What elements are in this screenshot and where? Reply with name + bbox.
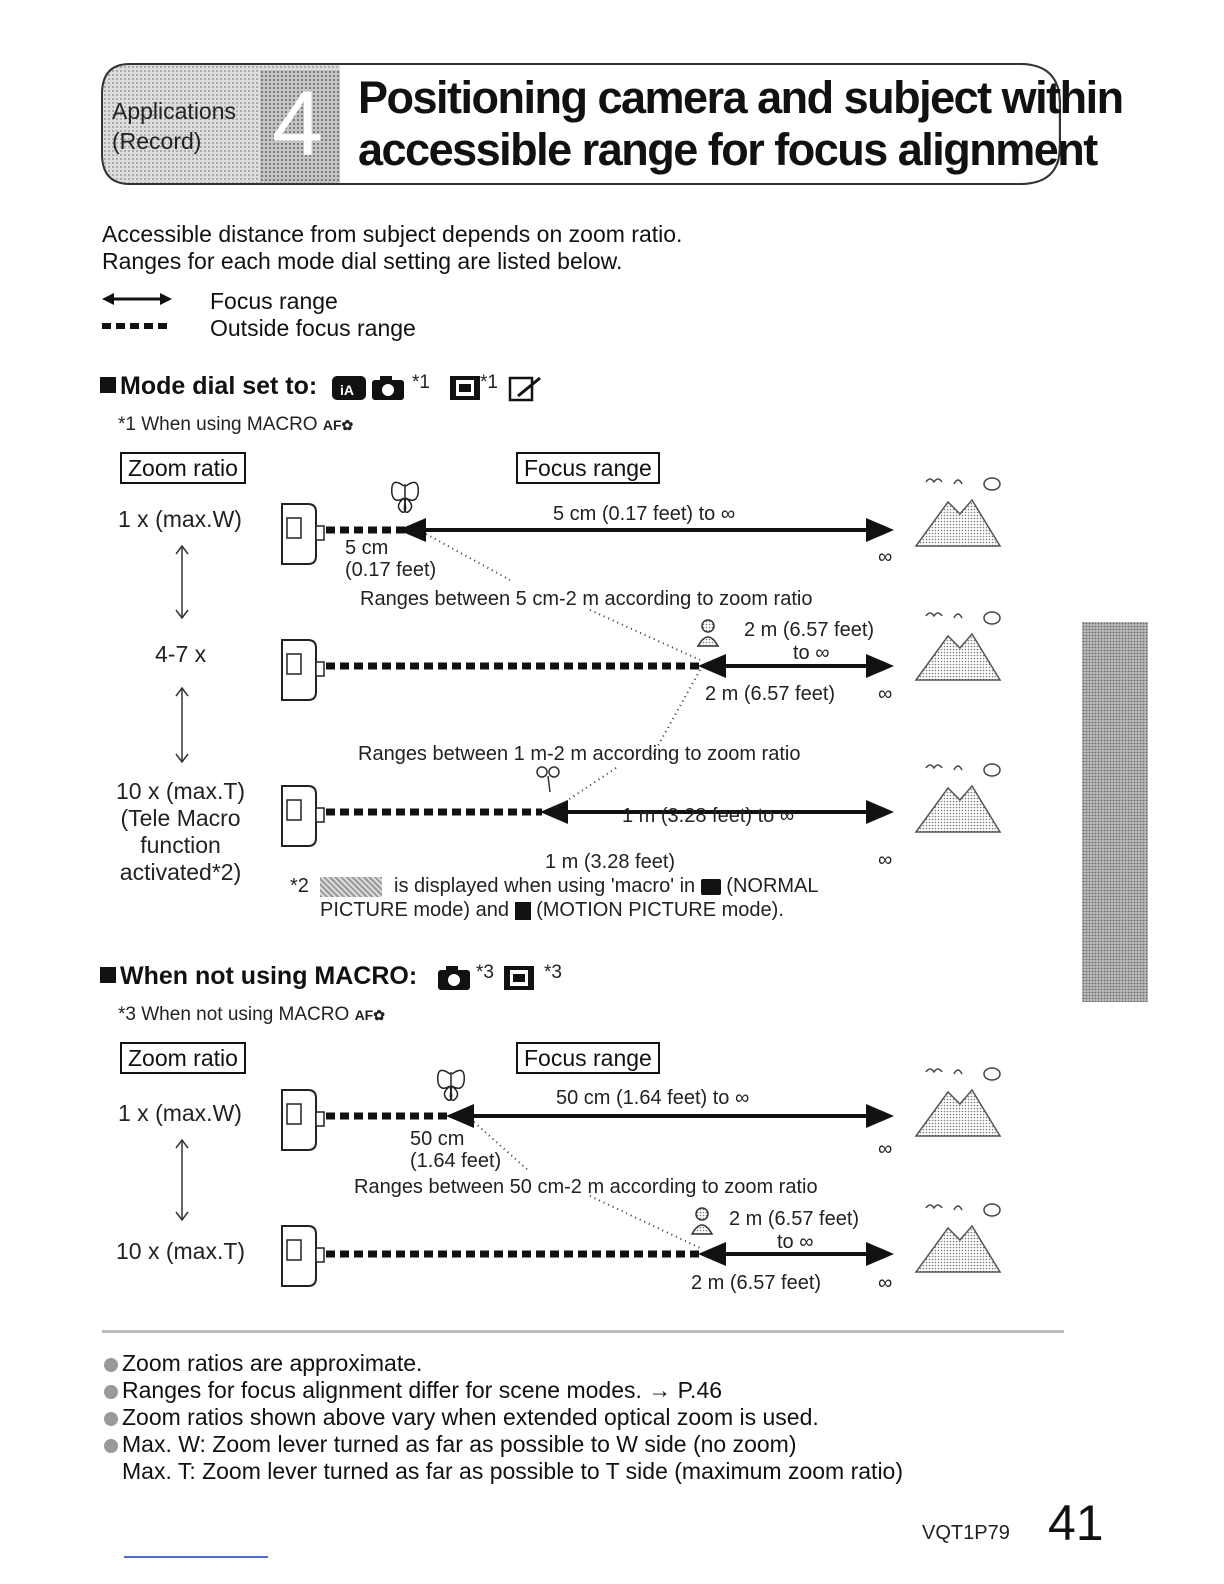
s2-row1-range: 50 cm (1.64 feet) to ∞ [556, 1087, 750, 1109]
side-tab [1082, 622, 1148, 1002]
macro-af-icon: AF✿ [354, 1007, 385, 1023]
page-number: 41 [1048, 1495, 1104, 1551]
s2-row2-range-a: 2 m (6.57 feet) [729, 1208, 860, 1230]
s1-row1-infinity: ∞ [878, 546, 893, 568]
s1-row3-zoom-d: activated*2) [119, 859, 242, 885]
s1-footnote-text-c: PICTURE mode) and [320, 899, 509, 921]
tele-macro-icon [320, 877, 382, 897]
s2-row2-range-b: to ∞ [777, 1231, 814, 1253]
bullet-dot [104, 1439, 118, 1453]
section2-note-marker: *3 [118, 1004, 136, 1025]
section-label-line1: Applications [112, 98, 237, 124]
legend-outside-range: Outside focus range [210, 315, 416, 341]
s1-between2: Ranges between 1 m-2 m according to zoom ratio [358, 743, 801, 765]
s1-row1-zoom: 1 x (max.W) [118, 506, 242, 532]
bullet-dot [104, 1358, 118, 1372]
s2-row2-infinity: ∞ [878, 1272, 893, 1294]
note-text-5: Max. T: Zoom lever turned as far as possible to T side (maximum zoom ratio) [122, 1458, 904, 1484]
note-bullet-4 [104, 1431, 797, 1458]
s1-row3-range: 1 m (3.28 feet) to ∞ [622, 805, 795, 827]
movie-icon [515, 902, 531, 920]
section2-sup2: *3 [544, 962, 562, 983]
s1-row1-near-a: 5 cm [345, 537, 389, 559]
section1-heading [100, 372, 317, 401]
bullet-dot [104, 1412, 118, 1426]
s2-row2-zoom: 10 x (max.T) [116, 1238, 246, 1264]
section1-note-text: When using MACRO [141, 414, 318, 435]
page-title [358, 72, 1123, 176]
s1-row2-infinity: ∞ [878, 683, 893, 705]
bullet-square [100, 377, 116, 393]
section1-sup2: *1 [480, 372, 498, 393]
intro-line1: Accessible distance from subject depends on zoom ratio. [102, 221, 683, 247]
note-text-4: Max. W: Zoom lever turned as far as possible to W side (no zoom) [122, 1431, 797, 1457]
s1-footnote-line2 [320, 899, 784, 922]
note-text-3: Zoom ratios shown above vary when extended optical zoom is used. [122, 1404, 819, 1430]
legend-focus-range: Focus range [210, 288, 338, 314]
mode-icons [330, 372, 550, 404]
s2-row1-near-b: (1.64 feet) [410, 1150, 502, 1172]
section1-zoom-ratio-label: Zoom ratio [120, 452, 246, 484]
section2-heading [100, 962, 417, 991]
section2-sup1: *3 [476, 962, 494, 983]
s1-row3-zoom-b: (Tele Macro [120, 805, 241, 831]
s2-row1-zoom: 1 x (max.W) [118, 1100, 242, 1126]
section2-note [118, 1004, 385, 1026]
s2-row2-near: 2 m (6.57 feet) [691, 1272, 822, 1294]
s1-row1-near-b: (0.17 feet) [345, 559, 437, 581]
s1-row2-range-b: to ∞ [793, 642, 830, 664]
s2-between: Ranges between 50 cm-2 m according to zoom ratio [354, 1176, 818, 1198]
divider [102, 1330, 1064, 1333]
section1-heading-text: Mode dial set to: [120, 372, 318, 400]
s1-row1-range: 5 cm (0.17 feet) to ∞ [553, 503, 736, 525]
s1-row3-zoom-a: 10 x (max.T) [116, 778, 246, 804]
note-bullet-1 [104, 1350, 422, 1377]
section1-note [118, 414, 353, 436]
s1-between1: Ranges between 5 cm-2 m according to zoom ratio [360, 588, 813, 610]
section2-zoom-ratio-label: Zoom ratio [120, 1042, 246, 1074]
s2-row1-infinity: ∞ [878, 1138, 893, 1160]
s1-footnote [290, 875, 819, 898]
section1-sup1: *1 [412, 372, 430, 393]
section1-focus-range-label: Focus range [516, 452, 660, 484]
s1-row3-zoom [116, 778, 245, 886]
s1-row3-zoom-c: function [140, 832, 221, 858]
section2-focus-range-label: Focus range [516, 1042, 660, 1074]
svg-text:iA: iA [340, 382, 354, 398]
section-label-line2: (Record) [112, 128, 202, 154]
note-text-2: Ranges for focus alignment differ for scene modes. → P.46 [122, 1377, 723, 1403]
intro-line2: Ranges for each mode dial setting are listed below. [102, 248, 623, 274]
note-text-1: Zoom ratios are approximate. [122, 1350, 423, 1376]
s2-row1-near-a: 50 cm [410, 1128, 465, 1150]
note-bullet-3 [104, 1404, 819, 1431]
page-title-line2: accessible range for focus alignment [358, 124, 1097, 175]
chapter-number: 4 [272, 73, 324, 175]
s1-row2-zoom: 4-7 x [155, 641, 207, 667]
page-title-line1: Positioning camera and subject within [358, 72, 1123, 123]
link-underline [124, 1556, 268, 1558]
s1-footnote-text-a: is displayed when using 'macro' in [394, 875, 696, 897]
s1-row2-range-a: 2 m (6.57 feet) [744, 619, 875, 641]
camera-icon [701, 879, 721, 895]
s1-footnote-text-d: (MOTION PICTURE mode). [536, 899, 784, 921]
macro-af-icon: AF✿ [322, 417, 354, 433]
bullet-square [100, 967, 116, 983]
section1-note-marker: *1 [118, 414, 136, 435]
section-label [112, 96, 236, 156]
section2-note-text: When not using MACRO [141, 1004, 350, 1025]
s1-footnote-marker: *2 [290, 875, 309, 897]
s1-row3-infinity: ∞ [878, 849, 893, 871]
doc-code: VQT1P79 [922, 1522, 1010, 1544]
section1-diagram [110, 470, 1070, 890]
s1-footnote-text-b: (NORMAL [726, 875, 819, 897]
bullet-dot [104, 1385, 118, 1399]
section2-heading-text: When not using MACRO: [120, 962, 418, 990]
legend-symbols [100, 290, 176, 336]
s1-row2-near: 2 m (6.57 feet) [705, 683, 836, 705]
note-bullet-2 [104, 1377, 722, 1404]
s1-row3-near: 1 m (3.28 feet) [545, 851, 676, 873]
